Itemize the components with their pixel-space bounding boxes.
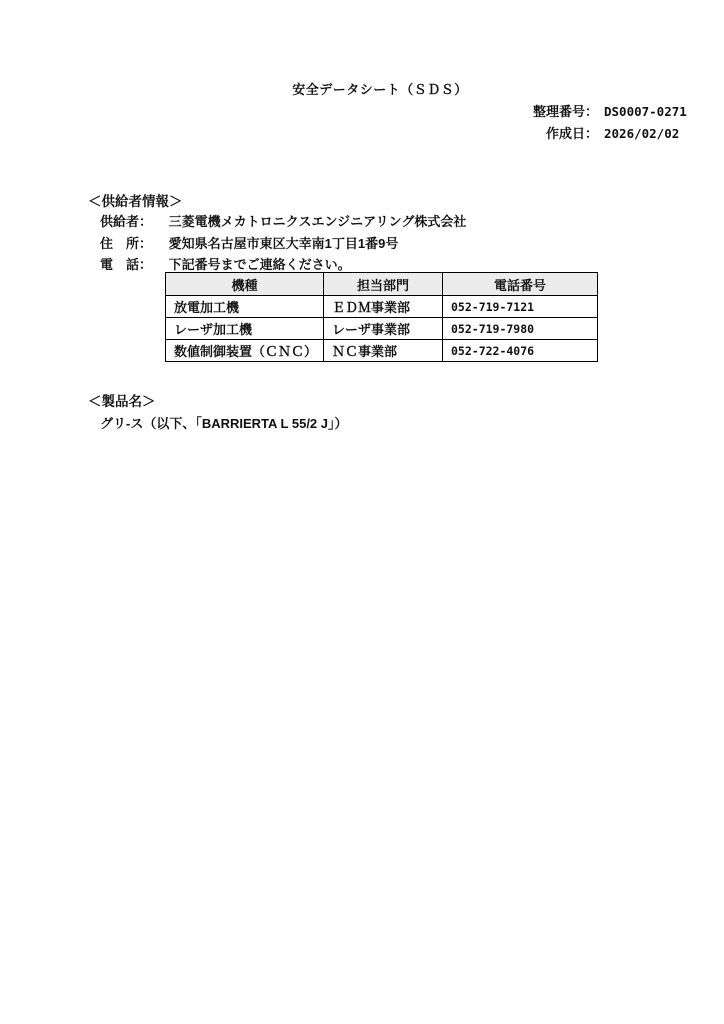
table-row bbox=[166, 318, 598, 340]
supplier-phone-row bbox=[100, 256, 351, 273]
product-section-heading: ＜製品名＞ bbox=[88, 394, 156, 409]
doc-meta bbox=[533, 101, 700, 145]
department-cell: ＥＤＭ事業部 bbox=[324, 296, 443, 318]
machine-cell: 数値制御装置（ＣＮＣ） bbox=[166, 340, 324, 362]
machine-cell: 放電加工機 bbox=[166, 296, 324, 318]
phone-cell: 052-719-7980 bbox=[443, 318, 598, 340]
supplier-section-heading: ＜供給者情報＞ bbox=[88, 194, 183, 209]
doc-number-value: DS0007-0271 bbox=[604, 104, 687, 119]
machine-cell: レーザ加工機 bbox=[166, 318, 324, 340]
table-row bbox=[166, 296, 598, 318]
creation-date-row bbox=[533, 123, 700, 145]
table-row bbox=[166, 340, 598, 362]
doc-number-row bbox=[533, 101, 700, 123]
phone-cell: 052-722-4076 bbox=[443, 340, 598, 362]
supplier-phone-label: 電 話： bbox=[100, 257, 153, 272]
contact-table-header-row bbox=[166, 273, 598, 296]
creation-date-label: 作成日： bbox=[545, 126, 598, 141]
supplier-name-value: 三菱電機メカトロニクスエンジニアリング株式会社 bbox=[168, 214, 467, 229]
supplier-address-label: 住 所： bbox=[100, 236, 153, 251]
creation-date-value: 2026/02/02 bbox=[604, 126, 680, 141]
supplier-phone-value: 下記番号までご連絡ください。 bbox=[168, 257, 351, 272]
department-cell: ＮＣ事業部 bbox=[324, 340, 443, 362]
supplier-name-label: 供給者： bbox=[100, 214, 153, 229]
doc-number-label: 整理番号： bbox=[532, 104, 598, 119]
department-cell: レーザ事業部 bbox=[324, 318, 443, 340]
supplier-name-row bbox=[100, 213, 466, 230]
supplier-address-value: 愛知県名古屋市東区大幸南1丁目1番9号 bbox=[168, 236, 399, 251]
product-name-text: グリ-ス（以下、「BARRIERTA L 55/2 J」） bbox=[100, 416, 348, 431]
contact-table-header-department: 担当部門 bbox=[324, 273, 443, 296]
phone-cell: 052-719-7121 bbox=[443, 296, 598, 318]
contact-table-header-phone: 電話番号 bbox=[443, 273, 598, 296]
supplier-address-row bbox=[100, 235, 398, 252]
page-title: 安全データシート（ＳＤＳ） bbox=[292, 82, 468, 97]
contact-table bbox=[165, 272, 598, 362]
contact-table-header-machine: 機種 bbox=[166, 273, 324, 296]
